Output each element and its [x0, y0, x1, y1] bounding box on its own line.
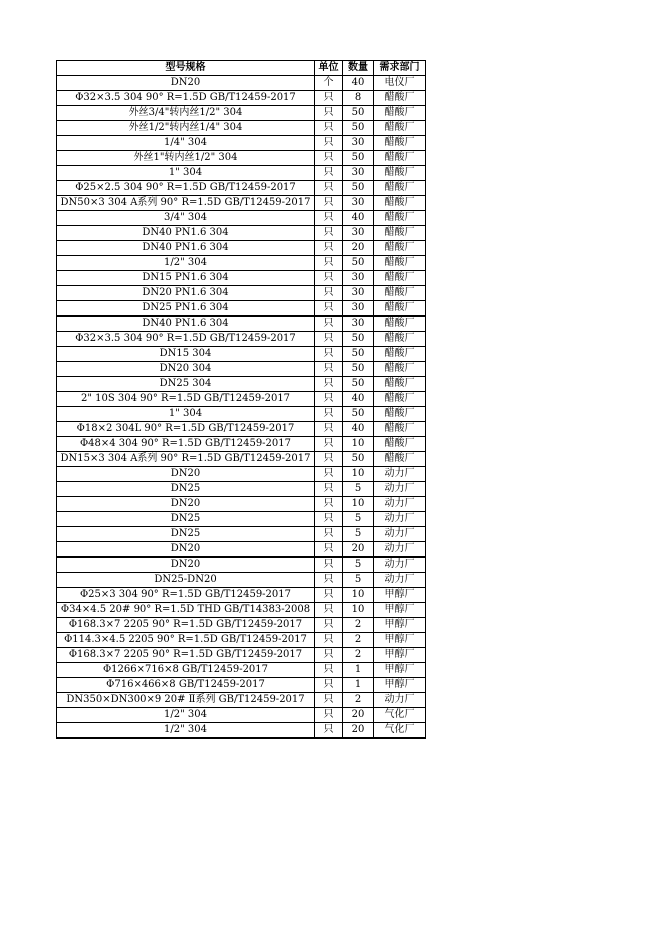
cell-unit[interactable]: 只: [315, 603, 343, 618]
cell-spec[interactable]: Φ1266×716×8 GB/T12459-2017: [57, 663, 315, 678]
cell-dept[interactable]: 动力厂: [374, 527, 426, 542]
cell-qty[interactable]: 5: [343, 557, 374, 573]
cell-qty[interactable]: 50: [343, 181, 374, 196]
cell-dept[interactable]: 动力厂: [374, 497, 426, 512]
table-row: [57, 708, 426, 723]
cell-dept[interactable]: 醋酸厂: [374, 286, 426, 301]
spec-table: [56, 60, 426, 739]
cell-qty[interactable]: 2: [343, 633, 374, 648]
cell-qty[interactable]: 30: [343, 226, 374, 241]
cell-unit[interactable]: 只: [315, 151, 343, 166]
cell-spec[interactable]: 3/4" 304: [57, 211, 315, 226]
cell-spec[interactable]: Φ32×3.5 304 90° R=1.5D GB/T12459-2017: [57, 332, 315, 347]
cell-dept[interactable]: 醋酸厂: [374, 151, 426, 166]
cell-qty[interactable]: 50: [343, 332, 374, 347]
col-header-qty[interactable]: 数量: [343, 61, 374, 76]
cell-qty[interactable]: 2: [343, 693, 374, 708]
cell-qty[interactable]: 2: [343, 618, 374, 633]
cell-unit[interactable]: 只: [315, 512, 343, 527]
cell-qty[interactable]: 8: [343, 91, 374, 106]
col-header-spec[interactable]: 型号规格: [57, 61, 315, 76]
cell-qty[interactable]: 5: [343, 512, 374, 527]
cell-spec[interactable]: DN15 PN1.6 304: [57, 271, 315, 286]
cell-qty[interactable]: 2: [343, 648, 374, 663]
cell-spec[interactable]: Φ34×4.5 20# 90° R=1.5D THD GB/T14383-2008: [57, 603, 315, 618]
table-row: [57, 573, 426, 588]
cell-unit[interactable]: 只: [315, 708, 343, 723]
cell-unit[interactable]: 只: [315, 678, 343, 693]
table-row: [57, 286, 426, 301]
table-row: [57, 301, 426, 317]
cell-spec[interactable]: 1/4" 304: [57, 136, 315, 151]
cell-unit[interactable]: 只: [315, 467, 343, 482]
cell-qty[interactable]: 5: [343, 527, 374, 542]
cell-unit[interactable]: 只: [315, 392, 343, 407]
table-row: [57, 648, 426, 663]
cell-spec[interactable]: DN50×3 304 A系列 90° R=1.5D GB/T12459-2017: [57, 196, 315, 211]
table-row: [57, 663, 426, 678]
cell-spec[interactable]: DN20: [57, 467, 315, 482]
cell-unit[interactable]: 只: [315, 693, 343, 708]
cell-dept[interactable]: 醋酸厂: [374, 211, 426, 226]
cell-spec[interactable]: Φ25×3 304 90° R=1.5D GB/T12459-2017: [57, 588, 315, 603]
cell-dept[interactable]: 动力厂: [374, 693, 426, 708]
cell-spec[interactable]: DN40 PN1.6 304: [57, 226, 315, 241]
table-row: [57, 618, 426, 633]
cell-qty[interactable]: 40: [343, 76, 374, 91]
cell-dept[interactable]: 醋酸厂: [374, 241, 426, 256]
cell-dept[interactable]: 甲醇厂: [374, 678, 426, 693]
cell-spec[interactable]: Φ114.3×4.5 2205 90° R=1.5D GB/T12459-2017: [57, 633, 315, 648]
cell-unit[interactable]: 个: [315, 76, 343, 91]
cell-spec[interactable]: DN25: [57, 527, 315, 542]
cell-unit[interactable]: 只: [315, 316, 343, 332]
cell-qty[interactable]: 20: [343, 723, 374, 739]
cell-spec[interactable]: DN25 PN1.6 304: [57, 301, 315, 317]
cell-dept[interactable]: 动力厂: [374, 482, 426, 497]
cell-dept[interactable]: 甲醇厂: [374, 633, 426, 648]
table-row: [57, 557, 426, 573]
cell-unit[interactable]: 只: [315, 136, 343, 151]
cell-qty[interactable]: 1: [343, 678, 374, 693]
cell-spec[interactable]: DN25 304: [57, 377, 315, 392]
table-row: [57, 527, 426, 542]
cell-spec[interactable]: Φ48×4 304 90° R=1.5D GB/T12459-2017: [57, 437, 315, 452]
table-row: [57, 588, 426, 603]
table-row: [57, 678, 426, 693]
cell-dept[interactable]: 甲醇厂: [374, 648, 426, 663]
table-body: [57, 76, 426, 739]
cell-dept[interactable]: 醋酸厂: [374, 347, 426, 362]
cell-qty[interactable]: 5: [343, 573, 374, 588]
cell-dept[interactable]: 醋酸厂: [374, 181, 426, 196]
table-row: [57, 332, 426, 347]
cell-unit[interactable]: 只: [315, 241, 343, 256]
cell-qty[interactable]: 20: [343, 241, 374, 256]
cell-spec[interactable]: 1/2" 304: [57, 723, 315, 739]
cell-dept[interactable]: 醋酸厂: [374, 136, 426, 151]
table-row: [57, 437, 426, 452]
table-row: [57, 211, 426, 226]
cell-dept[interactable]: 醋酸厂: [374, 196, 426, 211]
table-row: [57, 226, 426, 241]
cell-unit[interactable]: 只: [315, 196, 343, 211]
table-row: [57, 392, 426, 407]
table-row: [57, 497, 426, 512]
cell-dept[interactable]: 醋酸厂: [374, 422, 426, 437]
header-row: [57, 61, 426, 76]
cell-spec[interactable]: 1" 304: [57, 407, 315, 422]
cell-unit[interactable]: 只: [315, 347, 343, 362]
cell-qty[interactable]: 50: [343, 362, 374, 377]
cell-unit[interactable]: 只: [315, 542, 343, 558]
cell-dept[interactable]: 醋酸厂: [374, 407, 426, 422]
cell-dept[interactable]: 醋酸厂: [374, 106, 426, 121]
cell-dept[interactable]: 醋酸厂: [374, 271, 426, 286]
cell-spec[interactable]: DN40 PN1.6 304: [57, 241, 315, 256]
cell-spec[interactable]: 1" 304: [57, 166, 315, 181]
cell-dept[interactable]: 动力厂: [374, 542, 426, 558]
table-row: [57, 407, 426, 422]
cell-dept[interactable]: 动力厂: [374, 512, 426, 527]
cell-dept[interactable]: 动力厂: [374, 557, 426, 573]
cell-qty[interactable]: 30: [343, 136, 374, 151]
table-row: [57, 542, 426, 558]
cell-spec[interactable]: Φ168.3×7 2205 90° R=1.5D GB/T12459-2017: [57, 648, 315, 663]
cell-qty[interactable]: 50: [343, 106, 374, 121]
cell-qty[interactable]: 40: [343, 392, 374, 407]
cell-unit[interactable]: 只: [315, 301, 343, 317]
cell-dept[interactable]: 醋酸厂: [374, 316, 426, 332]
cell-spec[interactable]: DN15×3 304 A系列 90° R=1.5D GB/T12459-2017: [57, 452, 315, 467]
cell-dept[interactable]: 甲醇厂: [374, 603, 426, 618]
table-row: [57, 151, 426, 166]
cell-qty[interactable]: 50: [343, 256, 374, 271]
cell-spec[interactable]: 外丝1"转内丝1/2" 304: [57, 151, 315, 166]
cell-qty[interactable]: 30: [343, 166, 374, 181]
cell-qty[interactable]: 30: [343, 271, 374, 286]
table-row: [57, 377, 426, 392]
cell-spec[interactable]: DN15 304: [57, 347, 315, 362]
cell-dept[interactable]: 醋酸厂: [374, 362, 426, 377]
cell-unit[interactable]: 只: [315, 271, 343, 286]
cell-unit[interactable]: 只: [315, 633, 343, 648]
cell-unit[interactable]: 只: [315, 332, 343, 347]
col-header-unit[interactable]: 单位: [315, 61, 343, 76]
cell-unit[interactable]: 只: [315, 226, 343, 241]
cell-dept[interactable]: 醋酸厂: [374, 301, 426, 317]
table-row: [57, 422, 426, 437]
table-row: [57, 633, 426, 648]
cell-unit[interactable]: 只: [315, 437, 343, 452]
cell-dept[interactable]: 电仪厂: [374, 76, 426, 91]
cell-spec[interactable]: 2" 10S 304 90° R=1.5D GB/T12459-2017: [57, 392, 315, 407]
cell-dept[interactable]: 气化厂: [374, 723, 426, 739]
cell-unit[interactable]: 只: [315, 91, 343, 106]
cell-qty[interactable]: 10: [343, 497, 374, 512]
cell-spec[interactable]: DN350×DN300×9 20# Ⅱ系列 GB/T12459-2017: [57, 693, 315, 708]
cell-unit[interactable]: 只: [315, 497, 343, 512]
table-row: [57, 316, 426, 332]
cell-unit[interactable]: 只: [315, 106, 343, 121]
table-row: [57, 91, 426, 106]
table-row: [57, 166, 426, 181]
cell-dept[interactable]: 醋酸厂: [374, 377, 426, 392]
cell-unit[interactable]: 只: [315, 181, 343, 196]
cell-qty[interactable]: 50: [343, 452, 374, 467]
cell-dept[interactable]: 醋酸厂: [374, 332, 426, 347]
table-row: [57, 693, 426, 708]
cell-dept[interactable]: 甲醇厂: [374, 663, 426, 678]
cell-qty[interactable]: 50: [343, 121, 374, 136]
cell-qty[interactable]: 10: [343, 603, 374, 618]
cell-unit[interactable]: 只: [315, 166, 343, 181]
cell-qty[interactable]: 10: [343, 467, 374, 482]
cell-dept[interactable]: 醋酸厂: [374, 452, 426, 467]
table-row: [57, 136, 426, 151]
cell-qty[interactable]: 30: [343, 196, 374, 211]
table-row: [57, 121, 426, 136]
table-row: [57, 362, 426, 377]
cell-dept[interactable]: 醋酸厂: [374, 256, 426, 271]
cell-dept[interactable]: 气化厂: [374, 708, 426, 723]
cell-spec[interactable]: DN20 304: [57, 362, 315, 377]
cell-unit[interactable]: 只: [315, 452, 343, 467]
cell-spec[interactable]: Φ18×2 304L 90° R=1.5D GB/T12459-2017: [57, 422, 315, 437]
cell-unit[interactable]: 只: [315, 573, 343, 588]
cell-dept[interactable]: 醋酸厂: [374, 437, 426, 452]
cell-spec[interactable]: DN20: [57, 497, 315, 512]
cell-spec[interactable]: Φ25×2.5 304 90° R=1.5D GB/T12459-2017: [57, 181, 315, 196]
cell-unit[interactable]: 只: [315, 588, 343, 603]
table-row: [57, 467, 426, 482]
cell-unit[interactable]: 只: [315, 557, 343, 573]
cell-unit[interactable]: 只: [315, 407, 343, 422]
cell-spec[interactable]: DN25: [57, 512, 315, 527]
cell-unit[interactable]: 只: [315, 648, 343, 663]
cell-qty[interactable]: 20: [343, 542, 374, 558]
cell-dept[interactable]: 醋酸厂: [374, 166, 426, 181]
cell-qty[interactable]: 50: [343, 407, 374, 422]
cell-spec[interactable]: DN25: [57, 482, 315, 497]
cell-qty[interactable]: 40: [343, 211, 374, 226]
cell-unit[interactable]: 只: [315, 211, 343, 226]
cell-spec[interactable]: DN20 PN1.6 304: [57, 286, 315, 301]
cell-dept[interactable]: 甲醇厂: [374, 588, 426, 603]
cell-spec[interactable]: DN20: [57, 542, 315, 558]
cell-unit[interactable]: 只: [315, 286, 343, 301]
cell-qty[interactable]: 30: [343, 301, 374, 317]
cell-qty[interactable]: 40: [343, 422, 374, 437]
cell-qty[interactable]: 30: [343, 316, 374, 332]
table-row: [57, 452, 426, 467]
cell-spec[interactable]: 外丝1/2"转内丝1/4" 304: [57, 121, 315, 136]
cell-dept[interactable]: 醋酸厂: [374, 226, 426, 241]
cell-unit[interactable]: 只: [315, 422, 343, 437]
table-row: [57, 482, 426, 497]
cell-dept[interactable]: 醋酸厂: [374, 121, 426, 136]
cell-dept[interactable]: 醋酸厂: [374, 91, 426, 106]
col-header-dept[interactable]: 需求部门: [374, 61, 426, 76]
table-row: [57, 76, 426, 91]
cell-unit[interactable]: 只: [315, 618, 343, 633]
cell-spec[interactable]: Φ168.3×7 2205 90° R=1.5D GB/T12459-2017: [57, 618, 315, 633]
cell-qty[interactable]: 50: [343, 151, 374, 166]
table-row: [57, 512, 426, 527]
cell-spec[interactable]: 1/2" 304: [57, 256, 315, 271]
cell-dept[interactable]: 动力厂: [374, 573, 426, 588]
cell-spec[interactable]: Φ32×3.5 304 90° R=1.5D GB/T12459-2017: [57, 91, 315, 106]
cell-spec[interactable]: Φ716×466×8 GB/T12459-2017: [57, 678, 315, 693]
cell-unit[interactable]: 只: [315, 362, 343, 377]
cell-dept[interactable]: 甲醇厂: [374, 618, 426, 633]
cell-spec[interactable]: 外丝3/4"转内丝1/2" 304: [57, 106, 315, 121]
table-row: [57, 106, 426, 121]
cell-dept[interactable]: 动力厂: [374, 467, 426, 482]
cell-unit[interactable]: 只: [315, 527, 343, 542]
cell-spec[interactable]: DN20: [57, 76, 315, 91]
table-row: [57, 181, 426, 196]
cell-unit[interactable]: 只: [315, 663, 343, 678]
cell-unit[interactable]: 只: [315, 723, 343, 739]
cell-spec[interactable]: DN25-DN20: [57, 573, 315, 588]
cell-qty[interactable]: 10: [343, 588, 374, 603]
cell-qty[interactable]: 1: [343, 663, 374, 678]
cell-spec[interactable]: DN20: [57, 557, 315, 573]
table-row: [57, 271, 426, 286]
cell-qty[interactable]: 30: [343, 286, 374, 301]
cell-qty[interactable]: 10: [343, 437, 374, 452]
cell-unit[interactable]: 只: [315, 377, 343, 392]
cell-spec[interactable]: 1/2" 304: [57, 708, 315, 723]
table-row: [57, 241, 426, 256]
cell-spec[interactable]: DN40 PN1.6 304: [57, 316, 315, 332]
cell-qty[interactable]: 50: [343, 347, 374, 362]
cell-unit[interactable]: 只: [315, 482, 343, 497]
table-row: [57, 196, 426, 211]
table-row: [57, 347, 426, 362]
table-row: [57, 723, 426, 739]
cell-dept[interactable]: 醋酸厂: [374, 392, 426, 407]
cell-qty[interactable]: 20: [343, 708, 374, 723]
cell-qty[interactable]: 50: [343, 377, 374, 392]
table-row: [57, 256, 426, 271]
cell-qty[interactable]: 5: [343, 482, 374, 497]
cell-unit[interactable]: 只: [315, 256, 343, 271]
cell-unit[interactable]: 只: [315, 121, 343, 136]
table-row: [57, 603, 426, 618]
